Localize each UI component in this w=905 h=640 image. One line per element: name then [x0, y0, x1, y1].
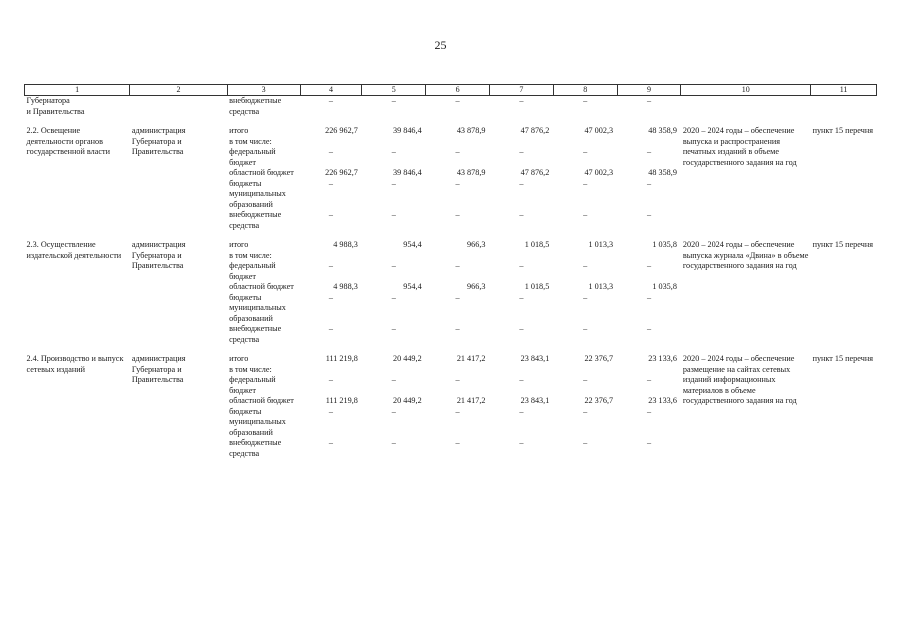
funding-source-label: внебюджетные средства	[229, 210, 282, 230]
amount-cell: –	[328, 178, 333, 188]
budget-row	[25, 354, 877, 365]
list-reference: пункт 15 перечня	[812, 240, 873, 250]
amount-cell: 22 376,7	[584, 396, 614, 406]
amount-cell: 1 013,3	[588, 240, 614, 250]
amount-cell: 4 988,3	[333, 282, 358, 292]
amount-cell: 39 846,4	[393, 168, 422, 178]
amount-cell: 1 035,8	[652, 240, 677, 250]
amount-cell: –	[455, 406, 460, 416]
amount-cell: –	[455, 147, 460, 157]
funding-source-label: бюджеты муниципальных образований	[229, 406, 286, 437]
amount-cell: 1 013,3	[588, 282, 614, 292]
amount-cell: 111 219,8	[325, 396, 358, 406]
amount-cell	[617, 365, 681, 376]
amount-cell: –	[455, 96, 460, 106]
amount-cell: –	[583, 261, 588, 271]
funding-source-label: бюджеты муниципальных образований	[229, 292, 286, 323]
page-number: 25	[434, 38, 447, 52]
amount-cell: 23 843,1	[520, 354, 550, 364]
amount-cell: –	[583, 324, 588, 334]
funding-source-label: итого	[229, 354, 249, 364]
amount-cell	[426, 137, 490, 148]
funding-source-label: федеральный бюджет	[229, 261, 276, 281]
amount-cell: 1 035,8	[652, 282, 677, 292]
amount-cell	[300, 365, 362, 376]
budget-row	[25, 126, 877, 137]
amount-cell: –	[646, 324, 652, 334]
funding-source-label: внебюджетные средства	[229, 96, 282, 116]
column-number: 6	[426, 85, 490, 96]
amount-cell: 22 376,7	[584, 354, 614, 364]
amount-cell: 23 843,1	[520, 396, 550, 406]
executor-name: администрация Губернатора и Правительства	[131, 354, 186, 385]
amount-cell	[362, 137, 426, 148]
amount-cell: 23 133,6	[648, 354, 677, 364]
amount-cell: –	[519, 261, 524, 271]
amount-cell: –	[646, 406, 652, 416]
executor-name: администрация Губернатора и Правительства	[131, 126, 186, 157]
amount-cell: 111 219,8	[325, 354, 358, 364]
amount-cell	[553, 365, 617, 376]
program-table	[24, 84, 877, 459]
amount-cell: –	[391, 324, 396, 334]
amount-cell: –	[583, 210, 588, 220]
amount-cell: 966,3	[467, 282, 486, 292]
amount-cell: –	[646, 147, 652, 157]
amount-cell: –	[455, 210, 460, 220]
amount-cell: 226 962,7	[325, 168, 358, 178]
amount-cell: –	[583, 147, 588, 157]
amount-cell: 39 846,4	[393, 126, 422, 136]
amount-cell: 20 449,2	[393, 354, 422, 364]
column-number: 3	[227, 85, 300, 96]
amount-cell: –	[455, 292, 460, 302]
amount-cell	[300, 137, 362, 148]
column-number: 5	[362, 85, 426, 96]
amount-cell: –	[328, 210, 333, 220]
column-number: 2	[130, 85, 227, 96]
amount-cell: –	[583, 178, 588, 188]
budget-row	[25, 240, 877, 251]
amount-cell: –	[646, 261, 652, 271]
amount-cell: 48 358,9	[648, 126, 677, 136]
amount-cell: 21 417,2	[456, 396, 486, 406]
amount-cell: –	[519, 324, 524, 334]
funding-source-label: областной бюджет	[229, 396, 294, 406]
amount-cell: –	[455, 438, 460, 448]
column-number: 11	[811, 85, 877, 96]
continuation-row	[25, 96, 877, 118]
executor-name: администрация Губернатора и Правительства	[131, 240, 186, 271]
continuation-title-line: Губернатора	[26, 96, 70, 106]
amount-cell: –	[391, 147, 396, 157]
amount-cell	[300, 251, 362, 262]
funding-source-label: федеральный бюджет	[229, 375, 276, 395]
amount-cell: –	[328, 375, 333, 385]
amount-cell: 954,4	[403, 282, 422, 292]
column-number: 9	[617, 85, 681, 96]
section-spacer	[25, 231, 877, 240]
amount-cell: –	[391, 292, 396, 302]
amount-cell: –	[391, 438, 396, 448]
amount-cell	[553, 251, 617, 262]
amount-cell: 47 876,2	[520, 168, 550, 178]
amount-cell: –	[583, 375, 588, 385]
list-reference: пункт 15 перечня	[812, 126, 873, 136]
column-number: 4	[300, 85, 362, 96]
amount-cell: 4 988,3	[333, 240, 358, 250]
amount-cell: 966,3	[467, 240, 486, 250]
amount-cell: –	[646, 178, 652, 188]
funding-source-label: федеральный бюджет	[229, 147, 276, 167]
amount-cell: –	[519, 292, 524, 302]
column-number-row	[25, 85, 877, 96]
funding-source-label: итого	[229, 240, 249, 250]
list-reference: пункт 15 перечня	[812, 354, 873, 364]
amount-cell: –	[328, 324, 333, 334]
amount-cell	[489, 365, 553, 376]
amount-cell	[617, 137, 681, 148]
amount-cell	[362, 251, 426, 262]
amount-cell	[489, 251, 553, 262]
amount-cell: –	[328, 96, 333, 106]
funding-source-label: внебюджетные средства	[229, 438, 282, 458]
amount-cell: 47 876,2	[520, 126, 550, 136]
amount-cell: 1 018,5	[524, 282, 550, 292]
amount-cell: –	[391, 96, 396, 106]
funding-source-label: итого	[229, 126, 249, 136]
amount-cell: –	[519, 147, 524, 157]
amount-cell: –	[646, 210, 652, 220]
amount-cell: 21 417,2	[456, 354, 486, 364]
section-spacer	[25, 117, 877, 126]
amount-cell: –	[646, 96, 652, 106]
expected-result: 2020 – 2024 годы – обеспечение выпуска журнала «Двина» в объеме государственного задания на год	[682, 240, 809, 271]
amount-cell: –	[519, 178, 524, 188]
amount-cell	[426, 251, 490, 262]
column-number: 1	[25, 85, 130, 96]
measure-title: 2.2. Освещение деятельности органов государственной власти	[26, 126, 110, 157]
funding-source-label: бюджеты муниципальных образований	[229, 178, 286, 209]
continuation-title	[25, 96, 130, 118]
funding-source-label: областной бюджет	[229, 282, 294, 292]
funding-source-label: в том числе:	[229, 364, 272, 374]
amount-cell: 47 002,3	[584, 168, 614, 178]
amount-cell: 48 358,9	[648, 168, 677, 178]
amount-cell	[617, 251, 681, 262]
column-number: 10	[681, 85, 811, 96]
expected-result: 2020 – 2024 годы – обеспечение размещение на сайтах сетевых изданий информационных материалов в объеме государственного задания на год	[682, 354, 797, 406]
amount-cell: –	[583, 406, 588, 416]
column-number: 7	[489, 85, 553, 96]
amount-cell	[553, 137, 617, 148]
funding-source-label: в том числе:	[229, 250, 272, 260]
amount-cell: –	[328, 406, 333, 416]
amount-cell: –	[455, 324, 460, 334]
amount-cell: –	[519, 96, 524, 106]
amount-cell: –	[391, 178, 396, 188]
amount-cell: –	[328, 261, 333, 271]
amount-cell: –	[519, 375, 524, 385]
amount-cell: –	[391, 261, 396, 271]
amount-cell	[489, 137, 553, 148]
funding-source-label: внебюджетные средства	[229, 324, 282, 344]
amount-cell: 1 018,5	[524, 240, 550, 250]
funding-source-label: областной бюджет	[229, 168, 294, 178]
measure-title: 2.3. Осуществление издательской деятельности	[26, 240, 122, 260]
column-number: 8	[553, 85, 617, 96]
amount-cell: –	[519, 438, 524, 448]
amount-cell: –	[328, 147, 333, 157]
amount-cell: –	[646, 438, 652, 448]
expected-result: 2020 – 2024 годы – обеспечение выпуска и распространения печатных изданий в объеме государственного задания на год	[682, 126, 797, 167]
amount-cell: –	[519, 210, 524, 220]
amount-cell: 47 002,3	[584, 126, 614, 136]
amount-cell	[426, 365, 490, 376]
amount-cell: –	[455, 261, 460, 271]
amount-cell: –	[328, 292, 333, 302]
funding-source-label: в том числе:	[229, 136, 272, 146]
amount-cell: 226 962,7	[325, 126, 358, 136]
amount-cell: 23 133,6	[648, 396, 677, 406]
amount-cell: –	[583, 438, 588, 448]
continuation-title-line: и Правительства	[26, 106, 85, 116]
amount-cell: 954,4	[403, 240, 422, 250]
amount-cell: –	[391, 375, 396, 385]
amount-cell: –	[583, 96, 588, 106]
measure-title: 2.4. Производство и выпуск сетевых изданий	[26, 354, 124, 374]
amount-cell: 43 878,9	[456, 168, 486, 178]
amount-cell: –	[391, 406, 396, 416]
section-spacer	[25, 345, 877, 354]
amount-cell: –	[519, 406, 524, 416]
amount-cell: –	[646, 375, 652, 385]
amount-cell: –	[455, 375, 460, 385]
amount-cell: –	[583, 292, 588, 302]
amount-cell: 43 878,9	[456, 126, 486, 136]
amount-cell: 20 449,2	[393, 396, 422, 406]
amount-cell: –	[646, 292, 652, 302]
amount-cell: –	[328, 438, 333, 448]
amount-cell: –	[391, 210, 396, 220]
amount-cell	[362, 365, 426, 376]
amount-cell: –	[455, 178, 460, 188]
